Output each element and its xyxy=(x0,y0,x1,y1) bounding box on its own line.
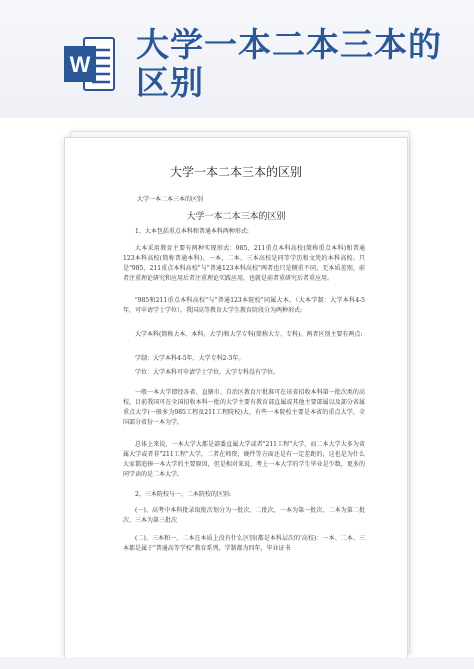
paragraph: 总体上来说，一本大学大都是部委直属大学或者"211工程"大学，而二本大学大多为省属大学或者非"211工程"大学，二者在师资、硬件等方面还是有一定差距的，这也是为什么大家都追捧一本大学的主要原因，但是相对来说，考上一本大学的学生毕业是少数，更多的同学读的是二本大学。 xyxy=(123,441,365,478)
banner-title: 大学一本二本三本的区别 xyxy=(136,25,442,102)
paragraph: 大本采用教育主要有两种实现形式：985、211重点本科高校(简称重点本科)和普通123本科高校(简称普通本科)。一本、二本、三本高校是同等学历和文凭的本科高校。只是"985、211重点本科高校"与"普通123本科高校"两者也只是侧重不同，无本质差别，前者注重理论研究和应用后者注重理论实践应用，也就是前者重研究后者重应用。 xyxy=(123,245,365,282)
header-banner xyxy=(0,0,474,118)
document-small-title: 大学一本二本三本的区别 xyxy=(137,196,204,203)
footer-strip xyxy=(0,657,474,669)
document-page xyxy=(64,137,408,659)
paragraph: 学制：大学本科4-5年，大学专科2-3年。 xyxy=(135,355,245,362)
paragraph: (二)、三本和一、二本在本质上没有什么区别(都是本科层次的'高校)：一本、二本、三本都是属于"普通高等学校"教育系列，学制都为四年，毕业证书 xyxy=(123,535,365,552)
paragraph: 2、三本院校与一、二本院校的区别: xyxy=(135,491,231,498)
document-title: 大学一本二本三本的区别 xyxy=(169,165,302,179)
paragraph: 1、大本包括重点本科和普通本科两种形式: xyxy=(135,228,249,235)
paragraph: "985和211重点本科高校"与"普通123本院校"同属大本。（大本学制：大学本科4-5年，可申请学士学位）。我国高等教育大学生教育阶段分为两种形式: xyxy=(123,297,365,314)
word-icon xyxy=(64,34,116,94)
paragraph: (一)、高考中本科批录取批次划分为一批次、二批次，一本为第一批次、二本为第二批次、三本为第三批次 xyxy=(123,507,365,524)
paragraph: 学位：大学本科可申请学士学位，大学专科没有学位。 xyxy=(135,369,280,376)
document-subtitle: 大学一本二本三本的区别 xyxy=(186,212,286,222)
word-icon-letter: W xyxy=(69,52,91,77)
paragraph: 一般一本大学即经各省、直辖市、自治区教育厅批准可在该省招收本科第一批次类的高校，目前我国可在全国招收本科一批的大学主要有教育部直属或其他主要部属以及部分省属重点大学(一般多为985工程及211工程院校)大，有些一本院校主要是本省的重点大学，全国部分省份一本为学。 xyxy=(123,389,365,426)
paragraph: 大学本科(简称大本、本科、大学)和大学专科(简称大专、专科)。两者区别主要有两点: xyxy=(135,331,363,338)
